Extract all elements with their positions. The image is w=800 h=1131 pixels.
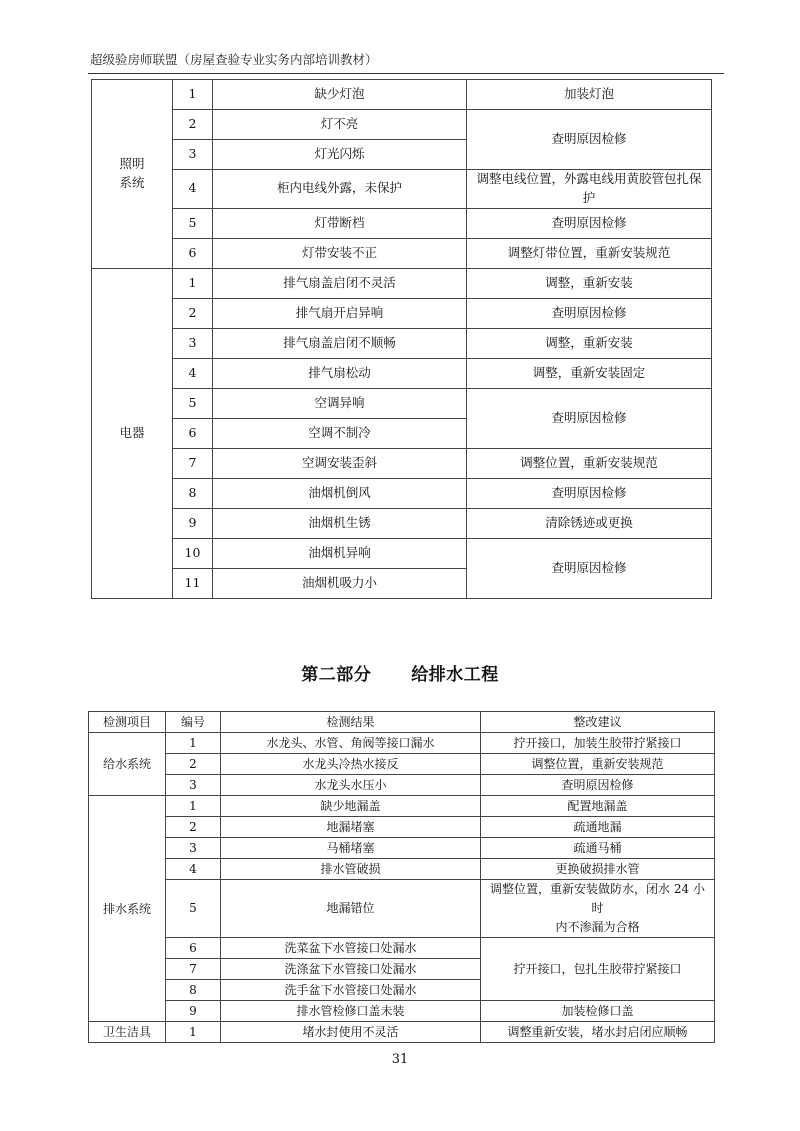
table-row — [89, 796, 715, 817]
inspection-result: 缺少地漏盖 — [221, 796, 481, 817]
table-row — [92, 328, 712, 358]
rectification-advice: 清除锈迹或更换 — [467, 508, 712, 538]
inspection-result: 马桶堵塞 — [221, 838, 481, 859]
rectification-advice: 查明原因检修 — [467, 478, 712, 508]
row-number: 3 — [173, 140, 213, 170]
table-row — [92, 448, 712, 478]
table-row — [92, 508, 712, 538]
row-number: 5 — [166, 880, 221, 938]
row-number: 4 — [173, 170, 213, 209]
category-cell-water-supply: 给水系统 — [89, 733, 166, 796]
row-number: 3 — [173, 328, 213, 358]
row-number: 1 — [173, 80, 213, 110]
row-number: 5 — [173, 208, 213, 238]
inspection-table-plumbing — [88, 711, 715, 1043]
table-row — [92, 358, 712, 388]
row-number: 1 — [166, 733, 221, 754]
table-row — [89, 754, 715, 775]
table-row — [92, 268, 712, 298]
page-number: 31 — [391, 1052, 409, 1067]
row-number: 8 — [173, 478, 213, 508]
row-number: 3 — [166, 838, 221, 859]
rectification-advice: 调整灯带位置，重新安装规范 — [467, 238, 712, 268]
table-row — [92, 238, 712, 268]
rectification-advice: 调整，重新安装固定 — [467, 358, 712, 388]
row-number: 3 — [166, 775, 221, 796]
table-row — [89, 775, 715, 796]
row-number: 7 — [166, 959, 221, 980]
row-number: 2 — [166, 817, 221, 838]
inspection-result: 空调不制冷 — [213, 418, 467, 448]
inspection-result: 堵水封使用不灵活 — [221, 1022, 481, 1043]
section-part-label: 第二部分 — [301, 665, 372, 685]
rectification-advice: 调整位置，重新安装规范 — [467, 448, 712, 478]
row-number: 6 — [173, 418, 213, 448]
row-number: 2 — [166, 754, 221, 775]
rectification-advice: 查明原因检修 — [467, 388, 712, 448]
rectification-advice: 调整重新安装，堵水封启闭应顺畅 — [481, 1022, 715, 1043]
table-row — [89, 838, 715, 859]
inspection-result: 油烟机异响 — [213, 538, 467, 568]
rectification-advice: 拧开接口，加装生胶带拧紧接口 — [481, 733, 715, 754]
row-number: 1 — [166, 1022, 221, 1043]
advice-line: 内不渗漏为合格 — [555, 920, 640, 934]
inspection-result: 洗手盆下水管接口处漏水 — [221, 980, 481, 1001]
table-row — [92, 538, 712, 568]
column-header-number: 编号 — [166, 712, 221, 733]
row-number: 2 — [173, 298, 213, 328]
column-header-result: 检测结果 — [221, 712, 481, 733]
category-cell-drainage: 排水系统 — [89, 796, 166, 1022]
inspection-result: 空调安装歪斜 — [213, 448, 467, 478]
category-cell-lighting — [92, 80, 173, 269]
inspection-result: 空调异响 — [213, 388, 467, 418]
inspection-result: 灯光闪烁 — [213, 140, 467, 170]
table-row — [92, 80, 712, 110]
rectification-advice: 查明原因检修 — [467, 538, 712, 598]
rectification-advice: 查明原因检修 — [467, 298, 712, 328]
inspection-result: 油烟机倒风 — [213, 478, 467, 508]
category-cell-appliances: 电器 — [92, 268, 173, 598]
inspection-result: 缺少灯泡 — [213, 80, 467, 110]
inspection-result: 灯带安装不正 — [213, 238, 467, 268]
section-heading — [0, 660, 800, 685]
table-row — [92, 170, 712, 209]
document-header: 超级验房师联盟（房屋查验专业实务内部培训教材） — [90, 52, 378, 67]
advice-line: 调整位置，重新安装做防水，闭水 24 小时 — [490, 882, 705, 915]
rectification-advice: 调整，重新安装 — [467, 328, 712, 358]
table-row — [92, 388, 712, 418]
inspection-result: 水龙头冷热水接反 — [221, 754, 481, 775]
row-number: 10 — [173, 538, 213, 568]
row-number: 6 — [173, 238, 213, 268]
table-row — [89, 859, 715, 880]
inspection-result: 柜内电线外露，未保护 — [213, 170, 467, 209]
inspection-result: 油烟机吸力小 — [213, 568, 467, 598]
table-row — [89, 817, 715, 838]
row-number: 5 — [173, 388, 213, 418]
rectification-advice: 拧开接口，包扎生胶带拧紧接口 — [481, 938, 715, 1001]
table-row — [89, 880, 715, 938]
table-header-row — [89, 712, 715, 733]
inspection-result: 排水管破损 — [221, 859, 481, 880]
inspection-table-electrical — [91, 79, 712, 599]
section-name: 给排水工程 — [411, 665, 499, 685]
header-divider — [88, 73, 724, 74]
inspection-result: 洗菜盆下水管接口处漏水 — [221, 938, 481, 959]
inspection-result: 排气扇盖启闭不灵活 — [213, 268, 467, 298]
inspection-result: 油烟机生锈 — [213, 508, 467, 538]
inspection-result: 水龙头、水管、角阀等接口漏水 — [221, 733, 481, 754]
row-number: 7 — [173, 448, 213, 478]
rectification-advice: 加装灯泡 — [467, 80, 712, 110]
rectification-advice: 更换破损排水管 — [481, 859, 715, 880]
rectification-advice: 查明原因检修 — [481, 775, 715, 796]
rectification-advice: 疏通马桶 — [481, 838, 715, 859]
inspection-result: 排气扇开启异响 — [213, 298, 467, 328]
table-row — [92, 298, 712, 328]
rectification-advice: 加装检修口盖 — [481, 1001, 715, 1022]
row-number: 9 — [173, 508, 213, 538]
rectification-advice: 查明原因检修 — [467, 208, 712, 238]
table-row — [92, 110, 712, 140]
table-row — [92, 478, 712, 508]
row-number: 8 — [166, 980, 221, 1001]
inspection-result: 灯带断档 — [213, 208, 467, 238]
inspection-result: 灯不亮 — [213, 110, 467, 140]
row-number: 1 — [173, 268, 213, 298]
row-number: 11 — [173, 568, 213, 598]
row-number: 9 — [166, 1001, 221, 1022]
category-cell-sanitary: 卫生洁具 — [89, 1022, 166, 1043]
table-row — [89, 1001, 715, 1022]
table-row — [92, 208, 712, 238]
column-header-item: 检测项目 — [89, 712, 166, 733]
table-row — [89, 733, 715, 754]
rectification-advice: 调整位置，重新安装规范 — [481, 754, 715, 775]
rectification-advice: 疏通地漏 — [481, 817, 715, 838]
row-number: 2 — [173, 110, 213, 140]
rectification-advice — [481, 880, 715, 938]
inspection-result: 地漏堵塞 — [221, 817, 481, 838]
table-row — [89, 1022, 715, 1043]
category-label-line: 系统 — [119, 174, 145, 190]
category-label-line: 照明 — [119, 156, 145, 171]
rectification-advice: 调整，重新安装 — [467, 268, 712, 298]
rectification-advice: 配置地漏盖 — [481, 796, 715, 817]
row-number: 4 — [173, 358, 213, 388]
inspection-result: 地漏错位 — [221, 880, 481, 938]
inspection-result: 排水管检修口盖未装 — [221, 1001, 481, 1022]
row-number: 1 — [166, 796, 221, 817]
rectification-advice: 查明原因检修 — [467, 110, 712, 170]
inspection-result: 水龙头水压小 — [221, 775, 481, 796]
inspection-result: 排气扇盖启闭不顺畅 — [213, 328, 467, 358]
row-number: 6 — [166, 938, 221, 959]
inspection-result: 排气扇松动 — [213, 358, 467, 388]
rectification-advice: 调整电线位置，外露电线用黄胶管包扎保护 — [467, 170, 712, 209]
row-number: 4 — [166, 859, 221, 880]
column-header-advice: 整改建议 — [481, 712, 715, 733]
inspection-result: 洗涤盆下水管接口处漏水 — [221, 959, 481, 980]
table-row — [89, 938, 715, 959]
